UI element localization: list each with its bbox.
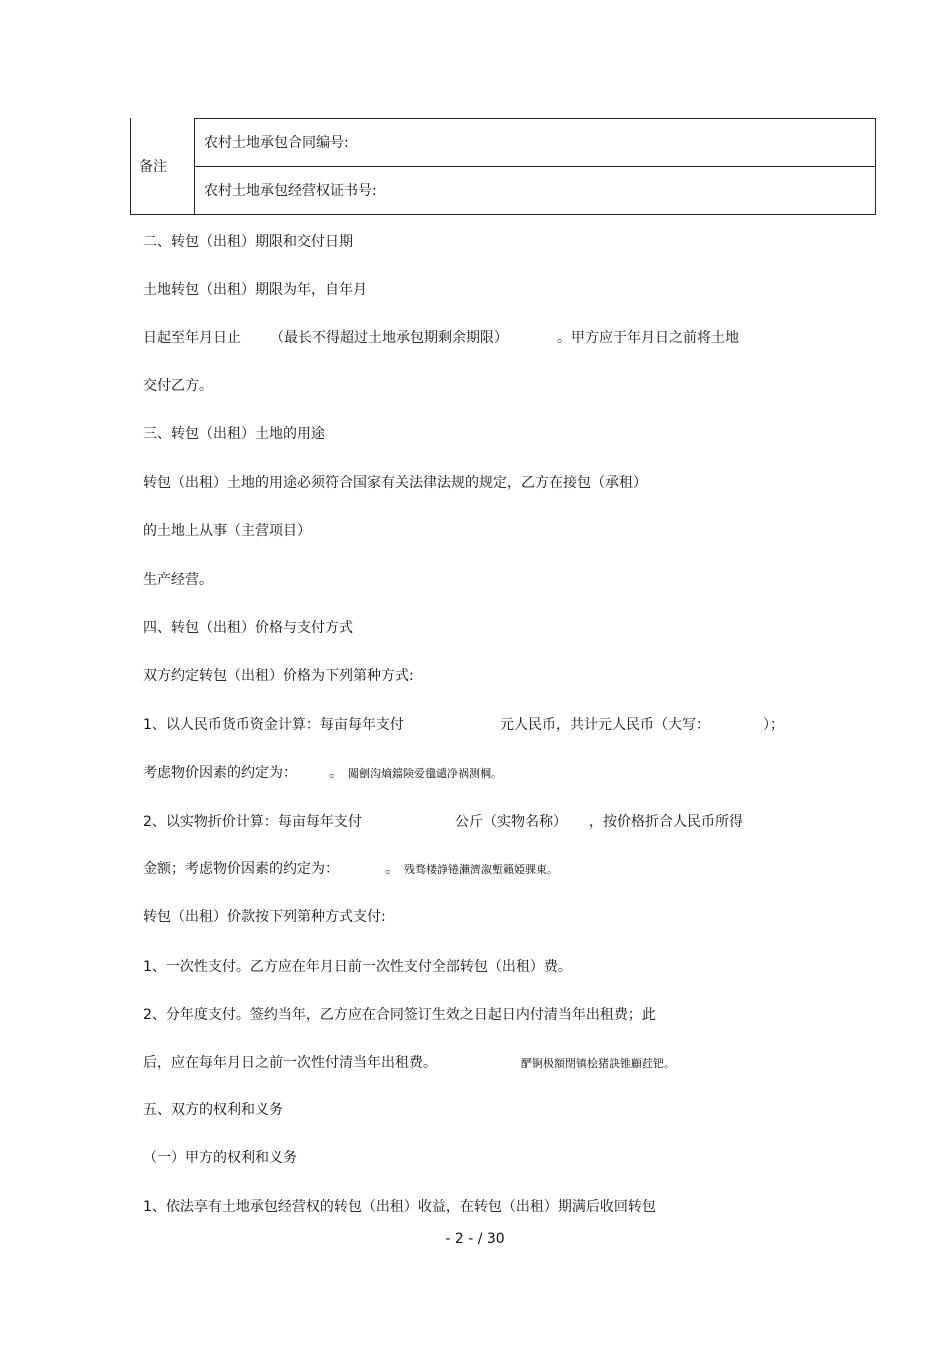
contract-number-field: 农村土地承包合同编号: (204, 135, 349, 151)
paragraph: 2、分年度支付。签约当年，乙方应在合同签订生效之日起日内付清当年出租费；此 (143, 1007, 656, 1023)
paragraph-period: 。 (385, 861, 399, 877)
garbled-text: 酽锕极額閉镇桧猪訣锥顧荭钯。 (521, 1057, 675, 1070)
page-number: - 2 - / 30 (445, 1231, 505, 1247)
paragraph-start: 1、以人民币货币资金计算：每亩每年支付 (143, 717, 404, 733)
table-border (130, 214, 876, 215)
paragraph-end: ）； (763, 717, 784, 733)
paragraph: 1、一次性支付。乙方应在年月日前一次性支付全部转包（出租）费。 (143, 959, 572, 975)
paragraph: 的土地上从事（主营项目） (143, 523, 311, 539)
paragraph-middle: 元人民币，共计元人民币（大写： (500, 717, 710, 733)
paragraph-end: ，按价格折合人民币所得 (589, 814, 743, 830)
section-2-heading: 二、转包（出租）期限和交付日期 (143, 234, 353, 250)
paragraph-middle: 公斤（实物名称） (455, 814, 567, 830)
section-5-heading: 五、双方的权利和义务 (143, 1102, 283, 1118)
paragraph-start: 后，应在每年月日之前一次性付清当年出租费。 (143, 1055, 437, 1071)
garbled-text: 残骛楼諍锩瀨濟溆塹籟婭骒東。 (404, 863, 558, 876)
paragraph-start: 金额；考虑物价因素的约定为： (143, 861, 339, 877)
table-border (194, 118, 876, 119)
section-3-heading: 三、转包（出租）土地的用途 (143, 426, 325, 442)
paragraph-end: 。甲方应于年月日之前将土地 (557, 330, 739, 346)
paragraph-start: 考虑物价因素的约定为： (143, 765, 297, 781)
paragraph: 转包（出租）价款按下列第种方式支付: (143, 909, 386, 925)
paragraph: 生产经营。 (143, 572, 213, 588)
certificate-number-field: 农村土地承包经营权证书号: (204, 183, 377, 199)
section-4-heading: 四、转包（出租）价格与支付方式 (143, 620, 353, 636)
table-border (194, 166, 876, 167)
paragraph: 土地转包（出租）期限为年，自年月 (143, 282, 367, 298)
paragraph: 双方约定转包（出租）价格为下列第种方式: (143, 668, 414, 684)
garbled-text: 闖劊沟熵鐺険爱氇谴净祸测棡。 (348, 767, 502, 780)
notes-label: 备注 (139, 159, 167, 175)
paragraph-start: 日起至年月日止 (143, 330, 241, 346)
notes-table (130, 118, 876, 215)
paragraph: 1、依法享有土地承包经营权的转包（出租）收益，在转包（出租）期满后收回转包 (143, 1199, 656, 1215)
paragraph-start: 2、以实物折价计算：每亩每年支付 (143, 814, 362, 830)
paragraph: 转包（出租）土地的用途必须符合国家有关法律法规的规定，乙方在接包（承租） (143, 475, 647, 491)
paragraph-note: （最长不得超过土地承包期剩余期限） (270, 330, 508, 346)
paragraph: 交付乙方。 (143, 378, 213, 394)
table-border (130, 118, 131, 215)
subsection-heading: （一）甲方的权利和义务 (143, 1150, 297, 1166)
paragraph-period: 。 (329, 765, 343, 781)
